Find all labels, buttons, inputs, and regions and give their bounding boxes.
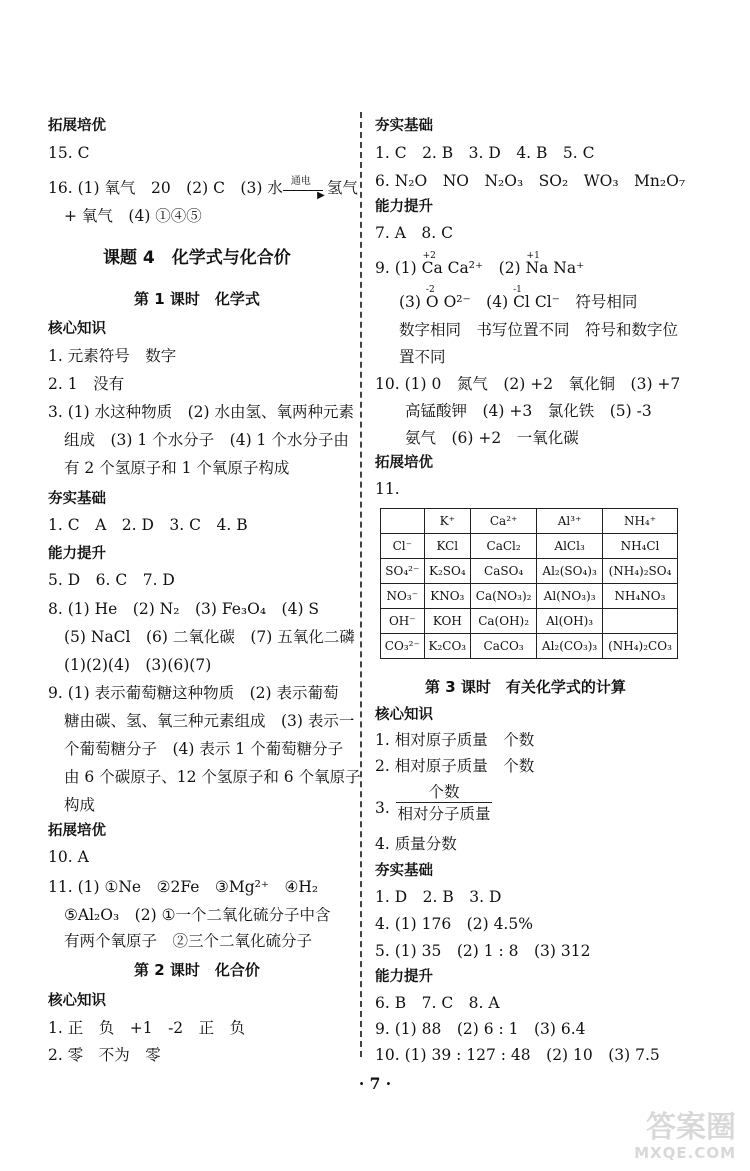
answer-line: 1. 相对原子质量 个数 (375, 731, 535, 749)
answer-line: 16. (1) 氧气 20 (2) C (3) 水 通电 ▶ 氢气 (48, 176, 358, 201)
column-divider (360, 112, 362, 1057)
answer-line: 9. (1) +2 Ca Ca²⁺ (2) +1 Na Na⁺ (375, 251, 585, 277)
compound-cell: Al(NO₃)₃ (537, 584, 603, 609)
answer-line: (3) -2 O O²⁻ (4) -1 Cl Cl⁻ 符号相同 (399, 285, 638, 311)
answer-line: 6. B 7. C 8. A (375, 994, 500, 1012)
compound-cell (602, 609, 677, 634)
compound-cell: CaCO₃ (471, 634, 537, 659)
answer-line: 9. (1) 88 (2) 6 : 1 (3) 6.4 (375, 1020, 586, 1038)
cation-header (381, 509, 425, 534)
answer-line: 7. A 8. C (375, 224, 453, 242)
answer-line: 9. (1) 表示葡萄糖这种物质 (2) 表示葡萄 (48, 684, 339, 702)
section-heading: 夯实基础 (375, 863, 433, 879)
lesson-title: 第 2 课时 化合价 (134, 961, 260, 979)
answer-line: 氨气 (6) +2 一氧化碳 (405, 429, 579, 447)
watermark-logo: 答案圈 MXQE.COM (634, 1110, 736, 1162)
section-heading: 拓展培优 (48, 118, 106, 134)
compound-cell: (NH₄)₂CO₃ (602, 634, 677, 659)
table-row (381, 559, 678, 584)
compound-cell: (NH₄)₂SO₄ (602, 559, 677, 584)
answer-line: 2. 相对原子质量 个数 (375, 757, 535, 775)
table-row (381, 584, 678, 609)
compound-cell: KCl (424, 534, 470, 559)
section-heading: 能力提升 (48, 546, 106, 562)
answer-line: 组成 (3) 1 个水分子 (4) 1 个水分子由 (64, 431, 349, 449)
compound-cell: Al(OH)₃ (537, 609, 603, 634)
compound-cell: NH₄NO₃ (602, 584, 677, 609)
answer-line: ⑤Al₂O₃ (2) ①一个二氧化硫分子中含 (64, 906, 331, 924)
compound-cell: CaCl₂ (471, 534, 537, 559)
cation-header: Ca²⁺ (471, 509, 537, 534)
section-heading: 能力提升 (375, 199, 433, 215)
table-row (381, 609, 678, 634)
answer-line: 3. (1) 水这种物质 (2) 水由氢、氧两种元素 (48, 403, 354, 421)
answer-line: 糖由碳、氢、氧三种元素组成 (3) 表示一 (64, 712, 355, 730)
chapter-title: 课题 4 化学式与化合价 (103, 248, 291, 268)
cation-header: NH₄⁺ (602, 509, 677, 534)
answer-line: 1. C 2. B 3. D 4. B 5. C (375, 144, 595, 162)
answer-line: 有 2 个氢原子和 1 个氧原子构成 (64, 459, 290, 477)
answer-line: 11. (375, 480, 400, 498)
compound-table (380, 508, 678, 659)
fraction-denominator: 相对分子质量 (397, 805, 491, 823)
anion-header: CO₃²⁻ (381, 634, 425, 659)
answer-line: 8. (1) He (2) N₂ (3) Fe₃O₄ (4) S (48, 600, 320, 618)
answer-line: 5. D 6. C 7. D (48, 571, 175, 589)
answer-line: 10. (1) 39 : 127 : 48 (2) 10 (3) 7.5 (375, 1046, 660, 1064)
compound-cell: K₂SO₄ (424, 559, 470, 584)
fraction-numerator: 个数 (396, 782, 492, 803)
answer-line: 15. C (48, 144, 90, 162)
answer-line: 1. D 2. B 3. D (375, 888, 502, 906)
compound-cell: AlCl₃ (537, 534, 603, 559)
answer-line: 4. (1) 176 (2) 4.5% (375, 915, 533, 933)
answer-line: 10. (1) 0 氮气 (2) +2 氧化铜 (3) +7 (375, 375, 681, 393)
anion-header: SO₄²⁻ (381, 559, 425, 584)
cation-header: Al³⁺ (537, 509, 603, 534)
answer-line: 10. A (48, 848, 89, 866)
answer-line: 构成 (64, 796, 96, 814)
section-heading: 核心知识 (48, 321, 106, 337)
page-number: · 7 · (358, 1074, 392, 1093)
compound-cell: Ca(NO₃)₂ (471, 584, 537, 609)
compound-cell: NH₄Cl (602, 534, 677, 559)
section-heading: 能力提升 (375, 969, 433, 985)
answer-line: 由 6 个碳原子、12 个氢原子和 6 个氧原子 (64, 768, 361, 786)
answer-line: (5) NaCl (6) 二氧化碳 (7) 五氧化二磷 (64, 628, 355, 646)
answer-line: 4. 质量分数 (375, 835, 457, 853)
table-row (381, 634, 678, 659)
anion-header: Cl⁻ (381, 534, 425, 559)
answer-line: 个葡萄糖分子 (4) 表示 1 个葡萄糖分子 (64, 740, 344, 758)
compound-cell: KOH (424, 609, 470, 634)
anion-header: NO₃⁻ (381, 584, 425, 609)
lesson-title: 第 3 课时 有关化学式的计算 (425, 678, 626, 696)
answer-line: 2. 零 不为 零 (48, 1046, 161, 1064)
answer-line: 高锰酸钾 (4) +3 氯化铁 (5) -3 (405, 402, 652, 420)
answer-line: (1)(2)(4) (3)(6)(7) (64, 656, 212, 674)
answer-line: 置不同 (399, 348, 446, 366)
compound-cell: Ca(OH)₂ (471, 609, 537, 634)
answer-line: 6. N₂O NO N₂O₃ SO₂ WO₃ Mn₂O₇ (375, 172, 686, 190)
table-row (381, 534, 678, 559)
anion-header: OH⁻ (381, 609, 425, 634)
section-heading: 拓展培优 (375, 455, 433, 471)
answer-line: 1. 正 负 +1 -2 正 负 (48, 1019, 246, 1037)
answer-line: + 氧气 (4) ①④⑤ (64, 207, 202, 225)
table-header-row (381, 509, 678, 534)
fraction (396, 782, 492, 825)
compound-cell: K₂CO₃ (424, 634, 470, 659)
answer-line: 1. 元素符号 数字 (48, 347, 177, 365)
section-heading: 夯实基础 (375, 118, 433, 134)
answer-line: 数字相同 书写位置不同 符号和数字位 (399, 321, 679, 339)
section-heading: 核心知识 (48, 993, 106, 1009)
section-heading: 夯实基础 (48, 491, 106, 507)
answer-line: 5. (1) 35 (2) 1 : 8 (3) 312 (375, 942, 591, 960)
answer-line: 2. 1 没有 (48, 375, 125, 393)
lesson-title: 第 1 课时 化学式 (134, 290, 260, 308)
compound-cell: CaSO₄ (471, 559, 537, 584)
answer-line: 有两个氧原子 ②三个二氧化硫分子 (64, 932, 313, 950)
answer-line: 11. (1) ①Ne ②2Fe ③Mg²⁺ ④H₂ (48, 878, 319, 896)
compound-cell: KNO₃ (424, 584, 470, 609)
section-heading: 拓展培优 (48, 823, 106, 839)
answer-line: 1. C A 2. D 3. C 4. B (48, 516, 248, 534)
compound-cell: Al₂(SO₄)₃ (537, 559, 603, 584)
compound-cell: Al₂(CO₃)₃ (537, 634, 603, 659)
reaction-arrow: 通电 ▶ (283, 182, 327, 196)
section-heading: 核心知识 (375, 707, 433, 723)
cation-header: K⁺ (424, 509, 470, 534)
answer-line: 3. (375, 799, 390, 817)
